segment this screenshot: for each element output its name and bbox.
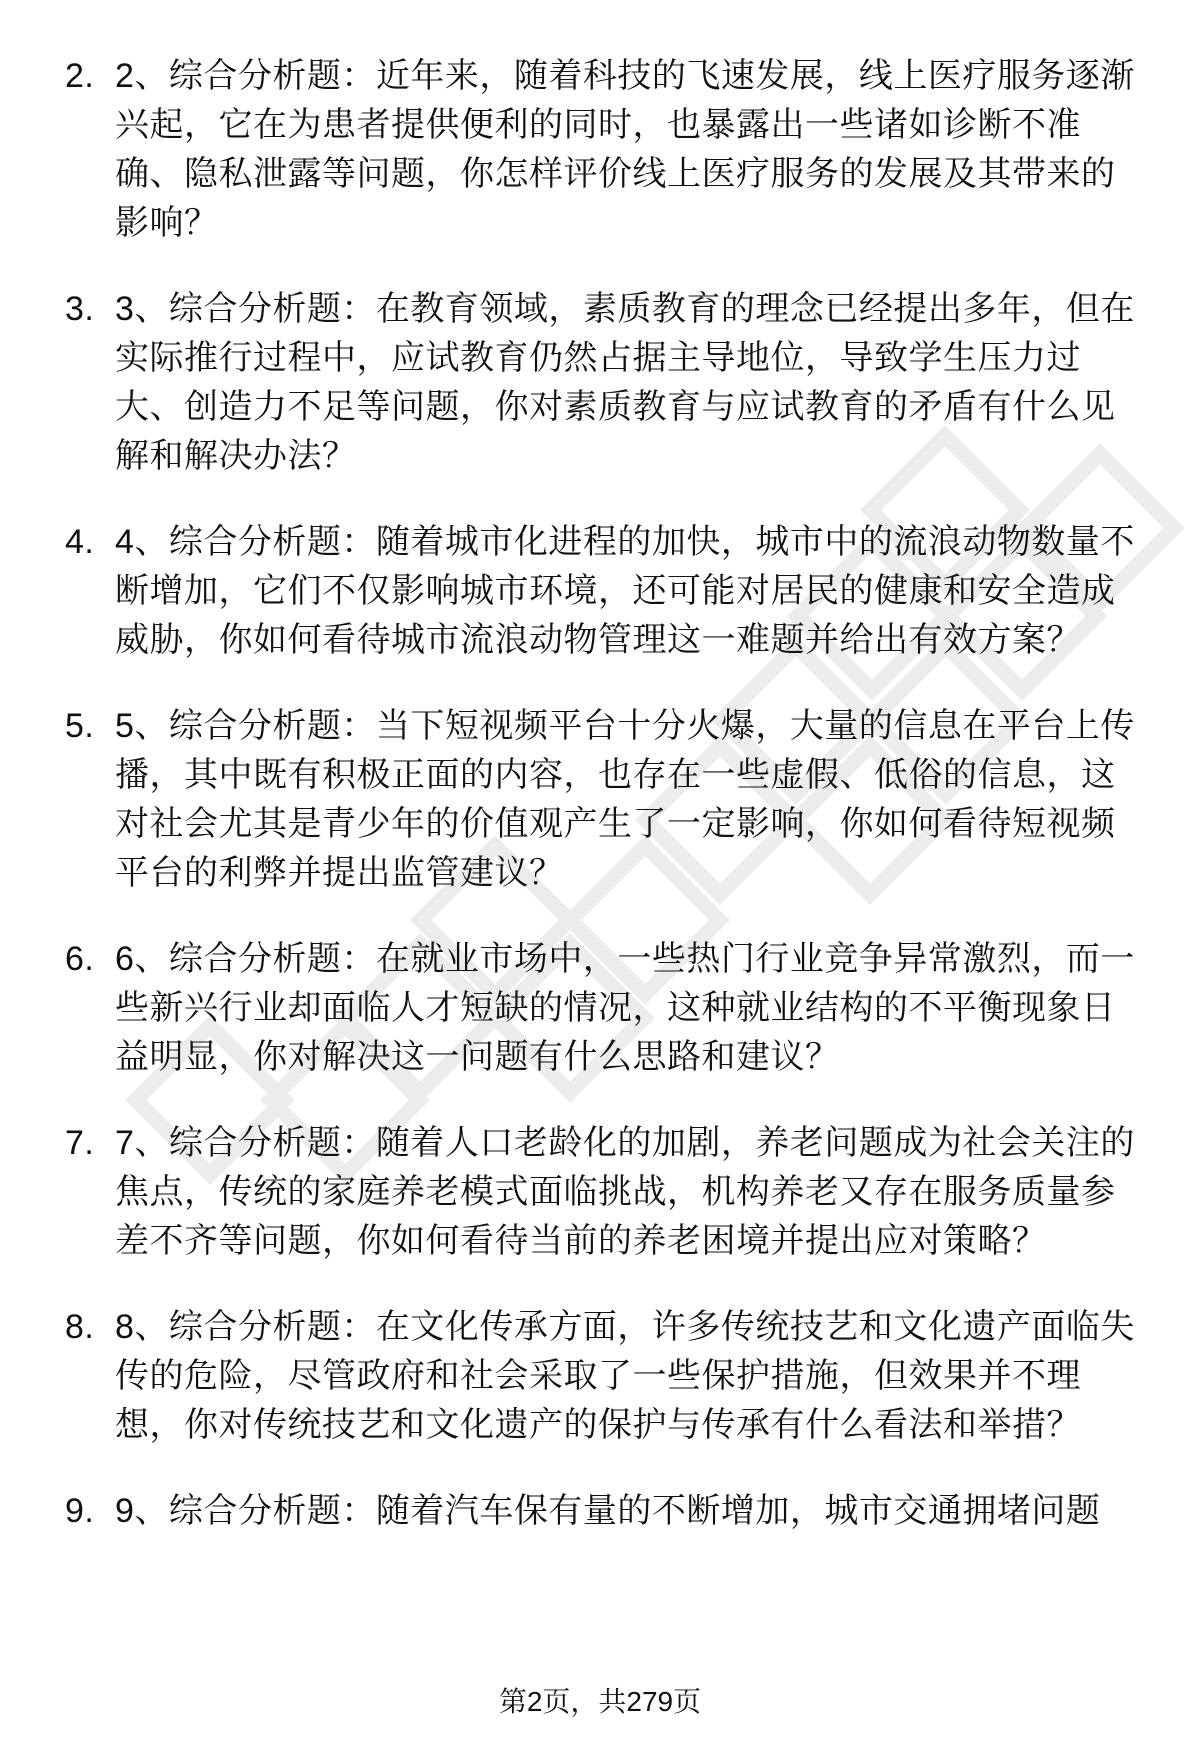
- question-item: [65, 518, 1135, 665]
- question-number: 8.: [65, 1308, 95, 1346]
- question-text: 6、综合分析题：在就业市场中，一些热门行业竞争异常激烈，而一些新兴行业却面临人才短缺的情况，这种就业结构的不平衡现象日益明显，你对解决这一问题有什么思路和建议？: [115, 940, 1135, 1076]
- question-list: [65, 52, 1135, 1573]
- question-number: 4.: [65, 523, 95, 561]
- question-text: 9、综合分析题：随着汽车保有量的不断增加，城市交通拥堵问题: [115, 1492, 1101, 1530]
- question-item: [65, 52, 1135, 248]
- question-number: 5.: [65, 707, 95, 745]
- question-item: [65, 285, 1135, 481]
- question-text: 4、综合分析题：随着城市化进程的加快，城市中的流浪动物数量不断增加，它们不仅影响城市环境，还可能对居民的健康和安全造成威胁，你如何看待城市流浪动物管理这一难题并给出有效方案？: [115, 523, 1135, 659]
- question-item: [65, 935, 1135, 1082]
- question-item: [65, 702, 1135, 898]
- page-indicator: 第2页，共279页: [498, 1686, 702, 1717]
- question-item: [65, 1487, 1135, 1536]
- question-text: 3、综合分析题：在教育领域，素质教育的理念已经提出多年，但在实际推行过程中，应试教育仍然占据主导地位，导致学生压力过大、创造力不足等问题，你对素质教育与应试教育的矛盾有什么见解和解决办法？: [115, 290, 1135, 475]
- question-text: 7、综合分析题：随着人口老龄化的加剧，养老问题成为社会关注的焦点，传统的家庭养老模式面临挑战，机构养老又存在服务质量参差不齐等问题，你如何看待当前的养老困境并提出应对策略？: [115, 1124, 1135, 1260]
- question-number: 3.: [65, 290, 95, 328]
- question-text: 8、综合分析题：在文化传承方面，许多传统技艺和文化遗产面临失传的危险，尽管政府和社会采取了一些保护措施，但效果并不理想，你对传统技艺和文化遗产的保护与传承有什么看法和举措？: [115, 1308, 1135, 1444]
- question-item: [65, 1119, 1135, 1266]
- question-number: 7.: [65, 1124, 95, 1162]
- question-text: 5、综合分析题：当下短视频平台十分火爆，大量的信息在平台上传播，其中既有积极正面的内容，也存在一些虚假、低俗的信息，这对社会尤其是青少年的价值观产生了一定影响，你如何看待短视频平台的利弊并提出监管建议？: [115, 707, 1135, 892]
- question-text: 2、综合分析题：近年来，随着科技的飞速发展，线上医疗服务逐渐兴起，它在为患者提供便利的同时，也暴露出一些诸如诊断不准确、隐私泄露等问题，你怎样评价线上医疗服务的发展及其带来的影响？: [115, 57, 1135, 242]
- question-number: 9.: [65, 1492, 95, 1530]
- question-number: 6.: [65, 940, 95, 978]
- question-number: 2.: [65, 57, 95, 95]
- question-item: [65, 1303, 1135, 1450]
